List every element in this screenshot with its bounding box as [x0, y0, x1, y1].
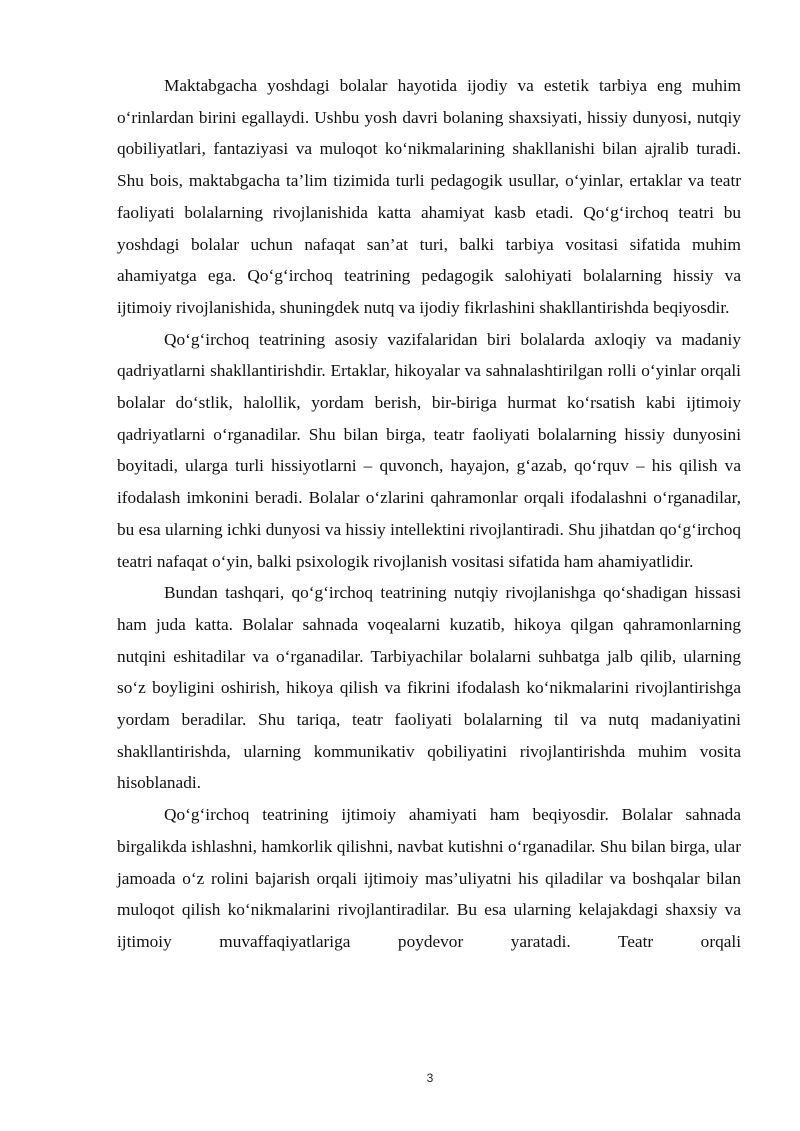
- body-text: [117, 70, 741, 958]
- paragraph: Maktabgacha yoshdagi bolalar hayotida ijodiy va estetik tarbiya eng muhim o‘rinlardan birini egallaydi. Ushbu yosh davri bolaning shaxsiyati, hissiy dunyosi, nutqiy qobiliyatlari, fantaziyasi va muloqot ko‘nikmalarining shakllanishi bilan ajralib turadi. Shu bois, maktabgacha ta’lim tizimida turli pedagogik usullar, o‘yinlar, ertaklar va teatr faoliyati bolalarning rivojlanishida katta ahamiyat kasb etadi. Qo‘g‘irchoq teatri bu yoshdagi bolalar uchun nafaqat san’at turi, balki tarbiya vositasi sifatida muhim ahamiyatga ega. Qo‘g‘irchoq teatrining pedagogik salohiyati bolalarning hissiy va ijtimoiy rivojlanishida, shuningdek nutq va ijodiy fikrlashini shakllantirishda beqiyosdir.: [117, 76, 741, 317]
- paragraph: Bundan tashqari, qo‘g‘irchoq teatrining nutqiy rivojlanishga qo‘shadigan hissasi ham juda katta. Bolalar sahnada voqealarni kuzatib, hikoya qilgan qahramonlarning nutqini eshitadilar va o‘rganadilar. Tarbiyachilar bolalarni suhbatga jalb qilib, ularning so‘z boyligini oshirish, hikoya qilish va fikrini ifodalash ko‘nikmalarini rivojlantirishga yordam beradilar. Shu tariqa, teatr faoliyati bolalarning til va nutq madaniyatini shakllantirishda, ularning kommunikativ qobiliyatini rivojlantirishda muhim vosita hisoblanadi.: [117, 583, 741, 793]
- paragraph: Qo‘g‘irchoq teatrining ijtimoiy ahamiyati ham beqiyosdir. Bolalar sahnada birgalikda ishlashni, hamkorlik qilishni, navbat kutishni o‘rganadilar. Shu bilan birga, ular jamoada o‘z rolini bajarish orqali ijtimoiy mas’uliyatni his qiladilar va boshqalar bilan muloqot qilish ko‘nikmalarini rivojlantiradilar. Bu esa ularning kelajakdagi shaxsiy va ijtimoiy muvaffaqiyatlariga poydevor yaratadi. Teatr orqali: [117, 805, 741, 951]
- paragraph: Qo‘g‘irchoq teatrining asosiy vazifalaridan biri bolalarda axloqiy va madaniy qadriyatlarni shakllantirishdir. Ertaklar, hikoyalar va sahnalashtirilgan rolli o‘yinlar orqali bolalar do‘stlik, halollik, yordam berish, bir-biriga hurmat ko‘rsatish kabi ijtimoiy qadriyatlarni o‘rganadilar. Shu bilan birga, teatr faoliyati bolalarning hissiy dunyosini boyitadi, ularga turli hissiyotlarni – quvonch, hayajon, g‘azab, qo‘rquv – his qilish va ifodalash imkonini beradi. Bolalar o‘zlarini qahramonlar orqali ifodalashni o‘rganadilar, bu esa ularning ichki dunyosi va hissiy intellektini rivojlantiradi. Shu jihatdan qo‘g‘irchoq teatri nafaqat o‘yin, balki psixologik rivojlanish vositasi sifatida ham ahamiyatlidir.: [117, 329, 741, 571]
- page-number: 3: [426, 1071, 434, 1085]
